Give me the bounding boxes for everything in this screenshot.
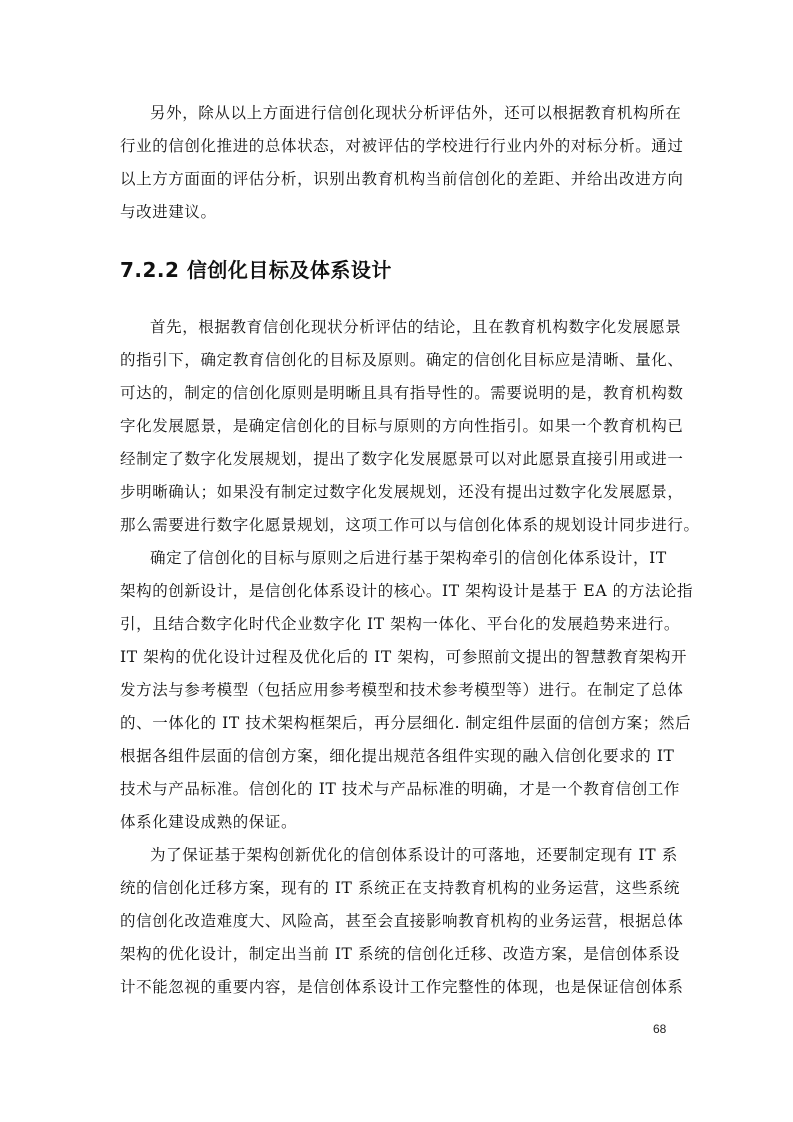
paragraph-line: 以上方方面面的评估分析，识别出教育机构当前信创化的差距、并给出改进方向 bbox=[120, 170, 684, 188]
section-heading: 7.2.2 信创化目标及体系设计 bbox=[120, 258, 392, 282]
paragraph-line: 为了保证基于架构创新优化的信创体系设计的可落地，还要制定现有 IT 系 bbox=[150, 846, 678, 864]
paragraph-line: 架构的创新设计，是信创化体系设计的核心。IT 架构设计是基于 EA 的方法论指 bbox=[120, 582, 694, 600]
paragraph-line: 确定了信创化的目标与原则之后进行基于架构牵引的信创化体系设计，IT bbox=[150, 549, 667, 567]
paragraph-line: 计不能忽视的重要内容，是信创体系设计工作完整性的体现，也是保证信创体系 bbox=[120, 978, 684, 996]
paragraph-line: 字化发展愿景，是确定信创化的目标与原则的方向性指引。如果一个教育机构已 bbox=[120, 417, 684, 435]
paragraph-line: 的、一体化的 IT 技术架构框架后，再分层细化. 制定组件层面的信创方案；然后 bbox=[120, 714, 692, 732]
paragraph-line: 技术与产品标准。信创化的 IT 技术与产品标准的明确，才是一个教育信创工作 bbox=[120, 780, 681, 798]
paragraph-line: 首先，根据教育信创化现状分析评估的结论，且在教育机构数字化发展愿景 bbox=[150, 318, 682, 336]
paragraph-line: 行业的信创化推进的总体状态，对被评估的学校进行行业内外的对标分析。通过 bbox=[120, 137, 684, 155]
paragraph-line: 统的信创化迁移方案，现有的 IT 系统正在支持教育机构的业务运营，这些系统 bbox=[120, 879, 681, 897]
paragraph-line: 可达的，制定的信创化原则是明晰且具有指导性的。需要说明的是，教育机构数 bbox=[120, 384, 684, 402]
paragraph-line: 的指引下，确定教育信创化的目标及原则。确定的信创化目标应是清晰、量化、 bbox=[120, 351, 684, 369]
paragraph-line: 步明晰确认；如果没有制定过数字化发展规划，还没有提出过数字化发展愿景， bbox=[120, 483, 684, 501]
paragraph-line: 经制定了数字化发展规划，提出了数字化发展愿景可以对此愿景直接引用或进一 bbox=[120, 450, 684, 468]
paragraph-line: 根据各组件层面的信创方案，细化提出规范各组件实现的融入信创化要求的 IT bbox=[120, 747, 675, 765]
paragraph-line: IT 架构的优化设计过程及优化后的 IT 架构，可参照前文提出的智慧教育架构开 bbox=[120, 648, 688, 666]
paragraph-line: 引，且结合数字化时代企业数字化 IT 架构一体化、平台化的发展趋势来进行。 bbox=[120, 615, 681, 633]
paragraph-line: 体系化建设成熟的保证。 bbox=[120, 813, 298, 831]
paragraph-line: 与改进建议。 bbox=[120, 203, 217, 221]
paragraph-line: 那么需要进行数字化愿景规划，这项工作可以与信创化体系的规划设计同步进行。 bbox=[120, 516, 700, 534]
page-number: 68 bbox=[653, 1022, 667, 1036]
paragraph-line: 的信创化改造难度大、风险高，甚至会直接影响教育机构的业务运营，根据总体 bbox=[120, 912, 684, 930]
paragraph-line: 发方法与参考模型（包括应用参考模型和技术参考模型等）进行。在制定了总体 bbox=[120, 681, 684, 699]
paragraph-line: 另外，除从以上方面进行信创化现状分析评估外，还可以根据教育机构所在 bbox=[150, 104, 682, 122]
paragraph-line: 架构的优化设计，制定出当前 IT 系统的信创化迁移、改造方案，是信创体系设 bbox=[120, 945, 681, 963]
